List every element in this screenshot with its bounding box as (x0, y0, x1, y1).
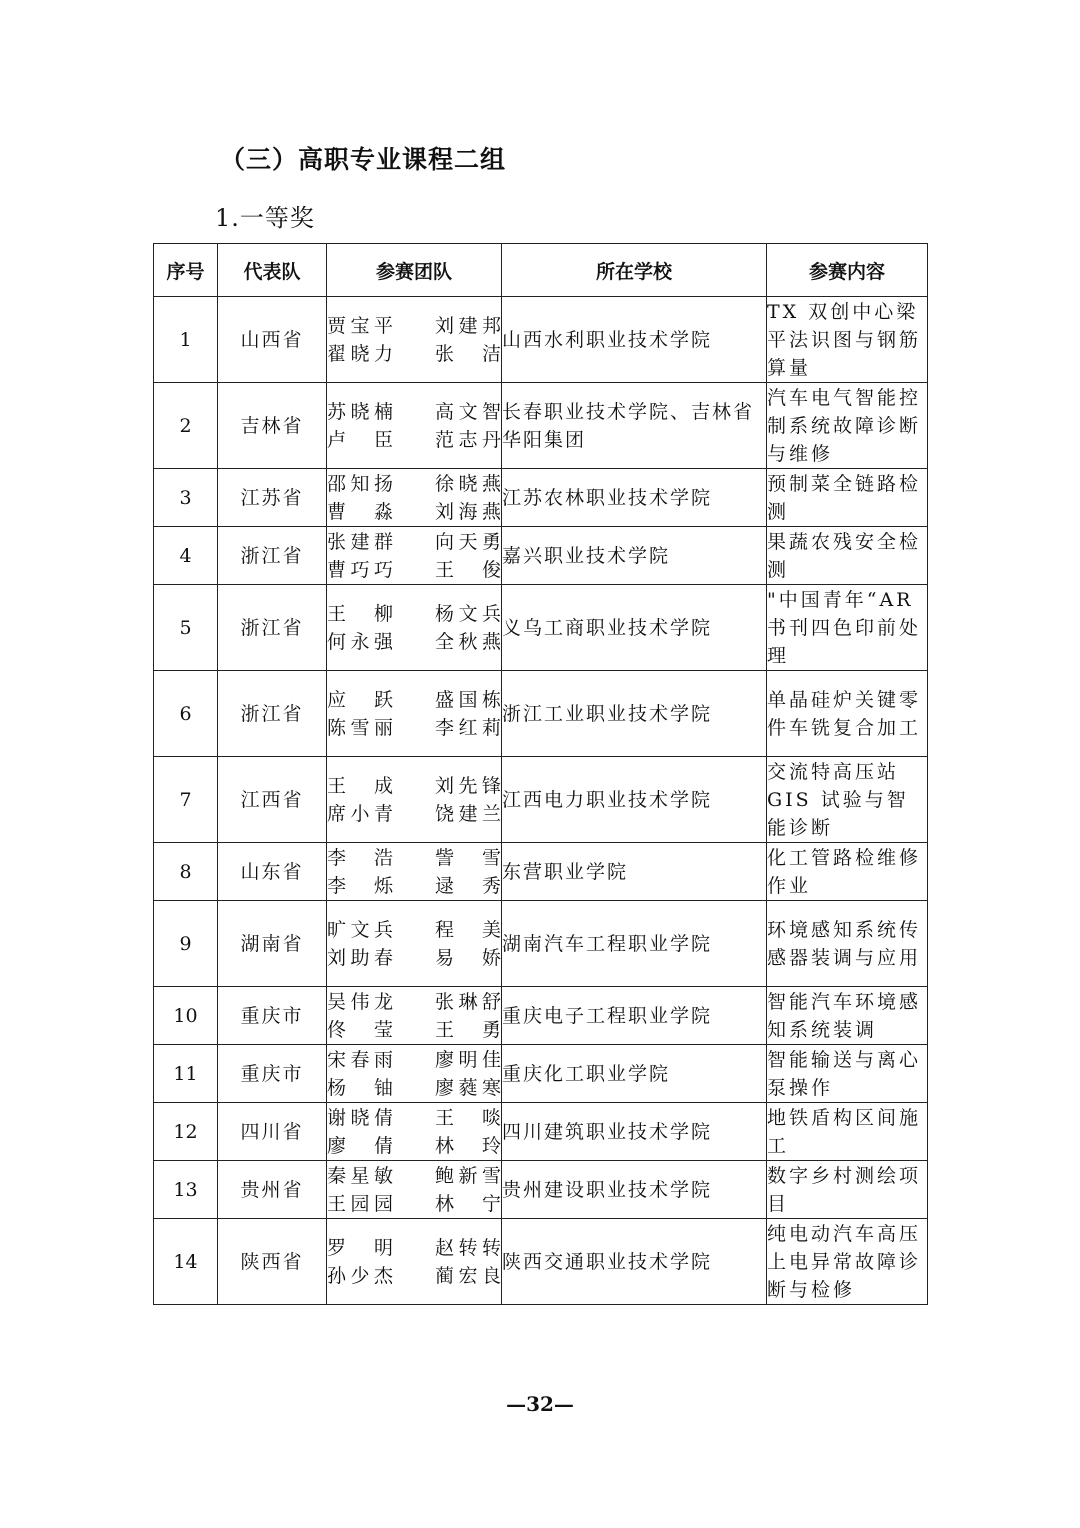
team-member-name: 程 美 (435, 918, 501, 941)
team-line (327, 1234, 501, 1262)
team-member-name: 张 琳 舒 (435, 990, 501, 1013)
team-member-name: 廖 明 佳 (435, 1048, 501, 1071)
team-member-name: 林 玲 (435, 1134, 501, 1157)
table-row (154, 527, 928, 585)
team-line (327, 988, 501, 1016)
row-number: 8 (154, 843, 218, 901)
content-cell: 单晶硅炉关键零件车铣复合加工 (767, 671, 928, 757)
team-member-name: 逯 秀 (435, 874, 501, 897)
table-header-row (154, 244, 928, 297)
team-member-name: 罗 明 (327, 1236, 393, 1259)
team-line (327, 470, 501, 498)
award-level-title: 1.一等奖 (215, 204, 315, 232)
team-member-name: 翟 晓 力 (327, 342, 393, 365)
team-member-name: 王 园 园 (327, 1192, 393, 1215)
header-province: 代表队 (218, 244, 327, 297)
table-row (154, 297, 928, 383)
team-cell (327, 843, 502, 901)
team-line (327, 426, 501, 454)
award-table (153, 243, 928, 1305)
header-team: 参赛团队 (327, 244, 502, 297)
row-number: 2 (154, 383, 218, 469)
team-cell (327, 297, 502, 383)
row-number: 13 (154, 1161, 218, 1219)
team-member-name: 盛 国 栋 (435, 688, 501, 711)
team-line (327, 528, 501, 556)
team-cell (327, 1161, 502, 1219)
content-cell: 数字乡村测绘项目 (767, 1161, 928, 1219)
team-line (327, 872, 501, 900)
province-cell: 浙江省 (218, 671, 327, 757)
team-line (327, 916, 501, 944)
province-cell: 山东省 (218, 843, 327, 901)
team-member-name: 李 红 莉 (435, 716, 501, 739)
school-cell: 东营职业学院 (502, 843, 767, 901)
school-cell: 浙江工业职业技术学院 (502, 671, 767, 757)
team-line (327, 800, 501, 828)
team-member-name: 訾 雪 (435, 846, 501, 869)
table-row (154, 901, 928, 987)
team-member-name: 王 啖 (435, 1106, 501, 1129)
team-cell (327, 527, 502, 585)
content-cell: 智能汽车环境感知系统装调 (767, 987, 928, 1045)
content-cell: 纯电动汽车高压上电异常故障诊断与检修 (767, 1219, 928, 1305)
team-member-name: 杨 铀 (327, 1076, 393, 1099)
team-member-name: 谢 晓 倩 (327, 1106, 393, 1129)
table-row (154, 671, 928, 757)
team-member-name: 向 天 勇 (435, 530, 501, 553)
team-member-name: 何 永 强 (327, 630, 393, 653)
table-body (154, 297, 928, 1305)
team-member-name: 赵 转 转 (435, 1236, 501, 1259)
province-cell: 浙江省 (218, 585, 327, 671)
row-number: 1 (154, 297, 218, 383)
row-number: 6 (154, 671, 218, 757)
province-cell: 四川省 (218, 1103, 327, 1161)
school-cell: 贵州建设职业技术学院 (502, 1161, 767, 1219)
team-member-name: 鲍 新 雪 (435, 1164, 501, 1187)
team-line (327, 1190, 501, 1218)
row-number: 10 (154, 987, 218, 1045)
table-row (154, 987, 928, 1045)
header-school: 所在学校 (502, 244, 767, 297)
content-cell: TX 双创中心梁平法识图与钢筋算量 (767, 297, 928, 383)
team-line (327, 556, 501, 584)
province-cell: 山西省 (218, 297, 327, 383)
team-cell (327, 1045, 502, 1103)
row-number: 7 (154, 757, 218, 843)
team-line (327, 1132, 501, 1160)
team-member-name: 王 俊 (435, 558, 501, 581)
team-member-name: 佟 莹 (327, 1018, 393, 1041)
team-member-name: 刘 助 春 (327, 946, 393, 969)
team-member-name: 孙 少 杰 (327, 1264, 393, 1287)
content-cell: 交流特高压站GIS 试验与智能诊断 (767, 757, 928, 843)
section-title: （三）高职专业课程二组 (220, 145, 507, 174)
team-line (327, 498, 501, 526)
team-member-name: 卢 臣 (327, 428, 393, 451)
team-cell (327, 901, 502, 987)
table-row (154, 1103, 928, 1161)
content-cell: 汽车电气智能控制系统故障诊断与维修 (767, 383, 928, 469)
team-member-name: 林 宁 (435, 1192, 501, 1215)
header-content: 参赛内容 (767, 244, 928, 297)
team-member-name: 邵 知 扬 (327, 472, 393, 495)
province-cell: 陕西省 (218, 1219, 327, 1305)
team-member-name: 全 秋 燕 (435, 630, 501, 653)
team-member-name: 廖 倩 (327, 1134, 393, 1157)
team-line (327, 340, 501, 368)
team-member-name: 王 柳 (327, 602, 393, 625)
header-no: 序号 (154, 244, 218, 297)
team-line (327, 1162, 501, 1190)
team-member-name: 曹 巧 巧 (327, 558, 393, 581)
team-line (327, 844, 501, 872)
content-cell: 智能输送与离心泵操作 (767, 1045, 928, 1103)
team-line (327, 714, 501, 742)
team-line (327, 1016, 501, 1044)
team-cell (327, 383, 502, 469)
team-member-name: 贾 宝 平 (327, 314, 393, 337)
team-member-name: 杨 文 兵 (435, 602, 501, 625)
row-number: 11 (154, 1045, 218, 1103)
content-cell: 地铁盾构区间施工 (767, 1103, 928, 1161)
team-member-name: 秦 星 敏 (327, 1164, 393, 1187)
team-member-name: 刘 海 燕 (435, 500, 501, 523)
table-row (154, 383, 928, 469)
province-cell: 吉林省 (218, 383, 327, 469)
team-cell (327, 469, 502, 527)
content-cell: 果蔬农残安全检测 (767, 527, 928, 585)
team-member-name: 曹 淼 (327, 500, 393, 523)
team-member-name: 蔺 宏 良 (435, 1264, 501, 1287)
school-cell: 重庆电子工程职业学院 (502, 987, 767, 1045)
team-member-name: 徐 晓 燕 (435, 472, 501, 495)
province-cell: 江西省 (218, 757, 327, 843)
team-member-name: 应 跃 (327, 688, 393, 711)
province-cell: 贵州省 (218, 1161, 327, 1219)
content-cell: "中国青年“AR书刊四色印前处理 (767, 585, 928, 671)
team-member-name: 易 娇 (435, 946, 501, 969)
row-number: 14 (154, 1219, 218, 1305)
school-cell: 嘉兴职业技术学院 (502, 527, 767, 585)
team-member-name: 宋 春 雨 (327, 1048, 393, 1071)
content-cell: 环境感知系统传感器装调与应用 (767, 901, 928, 987)
table-row (154, 1161, 928, 1219)
team-member-name: 饶 建 兰 (435, 802, 501, 825)
table-row (154, 1045, 928, 1103)
team-line (327, 1262, 501, 1290)
team-cell (327, 671, 502, 757)
team-line (327, 312, 501, 340)
team-member-name: 范 志 丹 (435, 428, 501, 451)
team-member-name: 席 小 青 (327, 802, 393, 825)
team-cell (327, 757, 502, 843)
team-member-name: 王 勇 (435, 1018, 501, 1041)
team-line (327, 398, 501, 426)
team-line (327, 1046, 501, 1074)
team-line (327, 628, 501, 656)
team-member-name: 廖 蕤 寒 (435, 1076, 501, 1099)
team-member-name: 李 浩 (327, 846, 393, 869)
team-cell (327, 585, 502, 671)
province-cell: 浙江省 (218, 527, 327, 585)
table-row (154, 843, 928, 901)
province-cell: 湖南省 (218, 901, 327, 987)
team-member-name: 高 文 智 (435, 400, 501, 423)
team-cell (327, 1103, 502, 1161)
team-line (327, 944, 501, 972)
row-number: 9 (154, 901, 218, 987)
province-cell: 江苏省 (218, 469, 327, 527)
row-number: 4 (154, 527, 218, 585)
table-row (154, 1219, 928, 1305)
team-cell (327, 987, 502, 1045)
content-cell: 化工管路检维修作业 (767, 843, 928, 901)
school-cell: 湖南汽车工程职业学院 (502, 901, 767, 987)
team-member-name: 苏 晓 楠 (327, 400, 393, 423)
team-member-name: 旷 文 兵 (327, 918, 393, 941)
province-cell: 重庆市 (218, 987, 327, 1045)
school-cell: 陕西交通职业技术学院 (502, 1219, 767, 1305)
team-line (327, 1074, 501, 1102)
team-cell (327, 1219, 502, 1305)
team-member-name: 刘 先 锋 (435, 774, 501, 797)
page-number: —32— (506, 1392, 574, 1416)
row-number: 5 (154, 585, 218, 671)
team-member-name: 王 成 (327, 774, 393, 797)
team-member-name: 吴 伟 龙 (327, 990, 393, 1013)
province-cell: 重庆市 (218, 1045, 327, 1103)
team-line (327, 600, 501, 628)
team-member-name: 李 烁 (327, 874, 393, 897)
table-row (154, 757, 928, 843)
school-cell: 江苏农林职业技术学院 (502, 469, 767, 527)
team-member-name: 刘 建 邦 (435, 314, 501, 337)
school-cell: 山西水利职业技术学院 (502, 297, 767, 383)
row-number: 3 (154, 469, 218, 527)
team-line (327, 1104, 501, 1132)
row-number: 12 (154, 1103, 218, 1161)
content-cell: 预制菜全链路检测 (767, 469, 928, 527)
school-cell: 长春职业技术学院、吉林省华阳集团 (502, 383, 767, 469)
table-row (154, 469, 928, 527)
team-member-name: 陈 雪 丽 (327, 716, 393, 739)
table-row (154, 585, 928, 671)
team-line (327, 772, 501, 800)
school-cell: 四川建筑职业技术学院 (502, 1103, 767, 1161)
team-line (327, 686, 501, 714)
school-cell: 义乌工商职业技术学院 (502, 585, 767, 671)
school-cell: 江西电力职业技术学院 (502, 757, 767, 843)
team-member-name: 张 建 群 (327, 530, 393, 553)
school-cell: 重庆化工职业学院 (502, 1045, 767, 1103)
team-member-name: 张 洁 (435, 342, 501, 365)
